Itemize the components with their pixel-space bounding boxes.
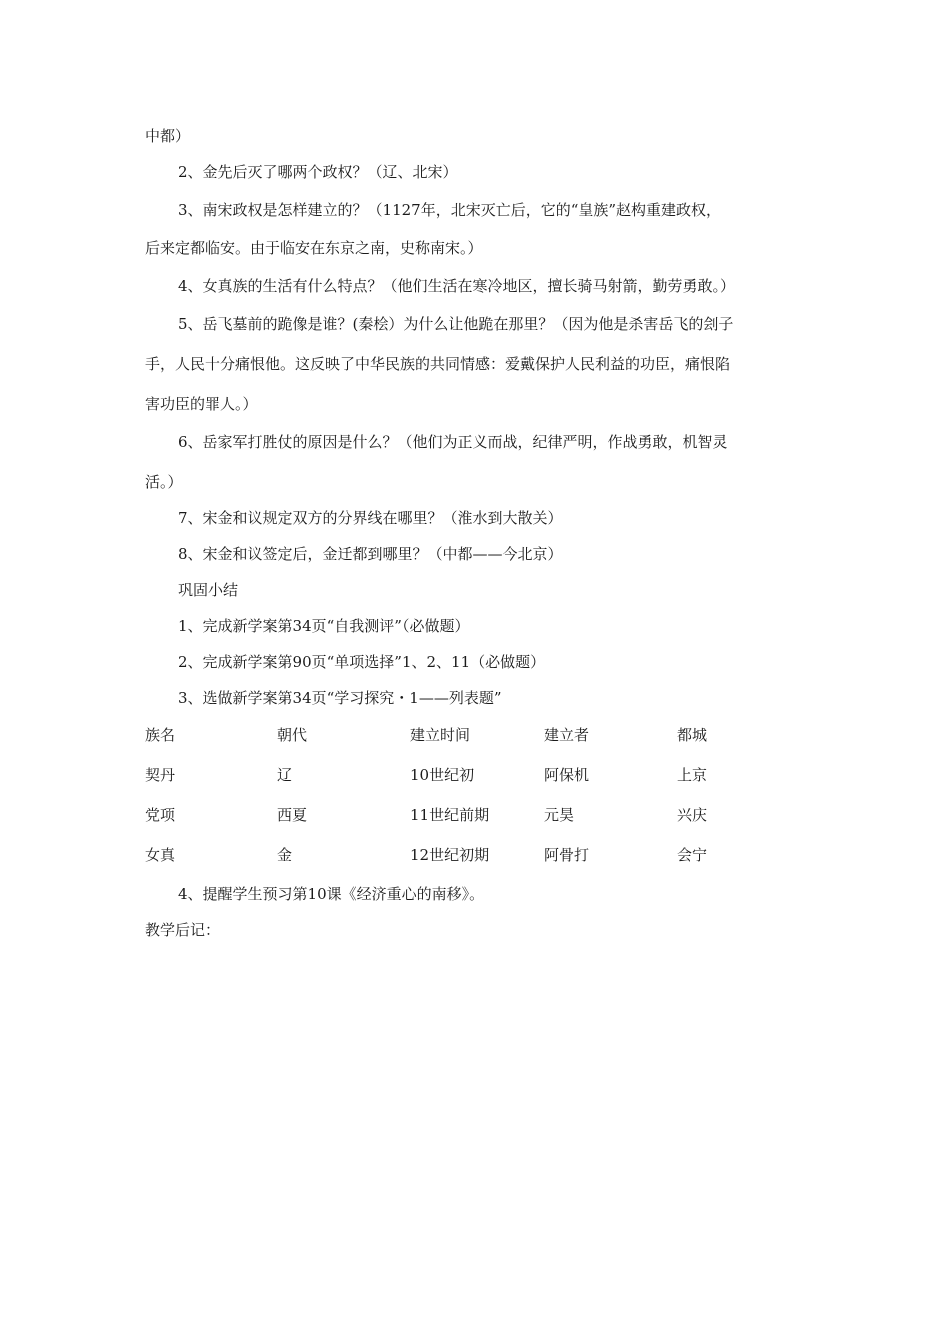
question-7: 7、宋金和议规定双方的分界线在哪里？（淮水到大散关）: [178, 509, 563, 527]
question-6-line-2: 活。）: [145, 473, 183, 491]
summary-heading: 巩固小结: [178, 581, 239, 599]
table-cell: 辽: [277, 766, 293, 784]
table-cell: 上京: [677, 766, 708, 784]
table-header-cell: 都城: [677, 726, 708, 744]
table-cell: 兴庆: [677, 806, 708, 824]
table-cell: 10世纪初: [410, 766, 475, 784]
table-header-cell: 族名: [145, 726, 176, 744]
table-cell: 女真: [145, 846, 176, 864]
table-cell: 会宁: [677, 846, 708, 864]
question-2: 2、金先后灭了哪两个政权？（辽、北宋）: [178, 163, 458, 181]
question-3-line-2: 后来定都临安。由于临安在东京之南，史称南宋。）: [145, 239, 483, 257]
table-header-cell: 建立时间: [410, 726, 471, 744]
paragraph-line: 中都）: [145, 127, 191, 145]
table-cell: 阿保机: [544, 766, 590, 784]
question-5-line-2: 手，人民十分痛恨他。这反映了中华民族的共同情感：爱戴保护人民利益的功臣，痛恨陷: [145, 355, 731, 373]
question-3-line-1: 3、南宋政权是怎样建立的？（1127年，北宋灭亡后，它的“皇族”赵构重建政权，: [178, 201, 722, 219]
table-header-cell: 建立者: [544, 726, 590, 744]
table-cell: 金: [277, 846, 293, 864]
table-cell: 12世纪初期: [410, 846, 490, 864]
afterword-heading: 教学后记：: [145, 921, 221, 939]
table-cell: 契丹: [145, 766, 176, 784]
question-8: 8、宋金和议签定后，金迁都到哪里？（中都——今北京）: [178, 545, 563, 563]
table-cell: 阿骨打: [544, 846, 590, 864]
table-cell: 党项: [145, 806, 176, 824]
table-cell: 元昊: [544, 806, 575, 824]
summary-item-4: 4、提醒学生预习第10课《经济重心的南移》。: [178, 885, 485, 903]
question-5-line-3: 害功臣的罪人。）: [145, 395, 258, 413]
question-4: 4、女真族的生活有什么特点？（他们生活在寒冷地区，擅长骑马射箭，勤劳勇敢。）: [178, 277, 736, 295]
summary-item-3: 3、选做新学案第34页“学习探究・1——列表题”: [178, 689, 502, 707]
question-5-line-1: 5、岳飞墓前的跪像是谁？(秦桧）为什么让他跪在那里？（因为他是杀害岳飞的刽子: [178, 315, 734, 333]
summary-item-1: 1、完成新学案第34页“自我测评”（必做题）: [178, 617, 470, 635]
question-6-line-1: 6、岳家军打胜仗的原因是什么？（他们为正义而战，纪律严明，作战勇敢，机智灵: [178, 433, 728, 451]
table-cell: 西夏: [277, 806, 308, 824]
summary-item-2: 2、完成新学案第90页“单项选择”1、2、11（必做题）: [178, 653, 546, 671]
table-cell: 11世纪前期: [410, 806, 490, 824]
table-header-cell: 朝代: [277, 726, 308, 744]
